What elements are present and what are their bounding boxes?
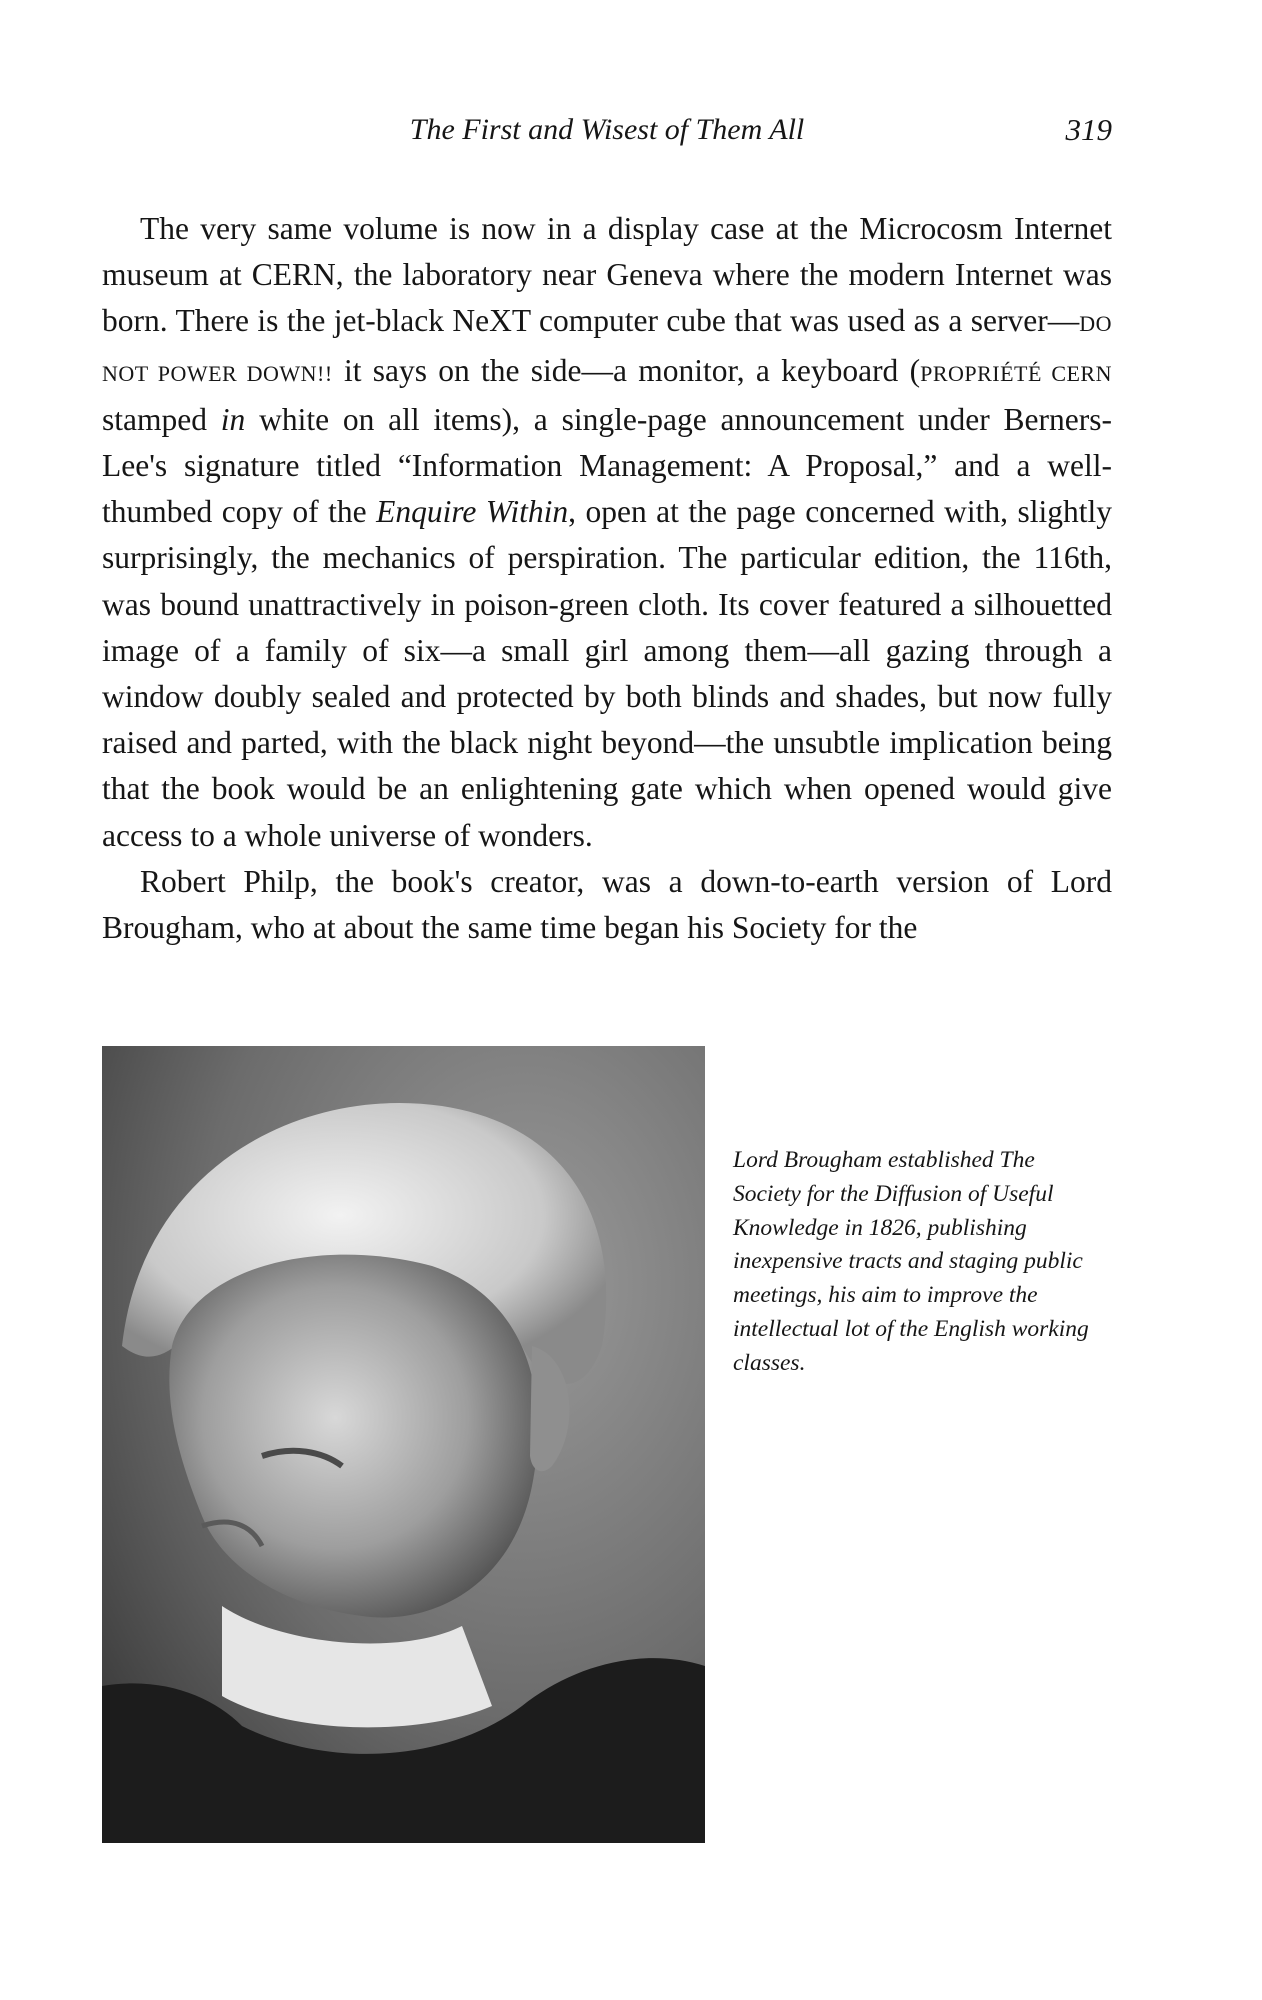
paragraph-1-part-c: stamped [102, 401, 221, 437]
paragraph-1 [102, 206, 1112, 859]
paragraph-1-part-a: The very same volume is now in a display case at the Microcosm Internet museum at CERN, the laboratory near Geneva where the modern Internet was born. There is the jet-black NeXT computer cube that was used as a server— [102, 211, 1112, 339]
page-number: 319 [1065, 112, 1112, 147]
paragraph-1-part-b: it says on the side—a monitor, a keyboard ( [332, 352, 921, 388]
small-caps-propriete-cern: PROPRIÉTÉ CERN [920, 360, 1112, 386]
book-title-enquire-within: Enquire Within [376, 494, 569, 530]
small-caps-do-not-power-down: DO NOT POWER DOWN!! [102, 311, 1112, 386]
paragraph-2: Robert Philp, the book's creator, was a down-to-earth version of Lord Brougham, who at about the same time began his Society for the [102, 863, 1112, 946]
photo-caption: Lord Brougham established The Society for the Diffusion of Useful Knowledge in 1826, publishing inexpensive tracts and staging public meetings, his aim to improve the intellectual lot of the English working classes. [733, 1147, 1089, 1376]
italic-in: in [220, 401, 246, 437]
portrait-photo [102, 1046, 705, 1843]
body-text [102, 206, 1112, 951]
paragraph-1-part-e: , open at the page concerned with, slightly surprisingly, the mechanics of perspiration. The particular edition, the 116th, was bound unattractively in poison-green cloth. Its cover featured a silhouetted image of a family of six—a small girl among them—all gazing through a window doubly sealed and protected by both blinds and shades, but now fully raised and parted, with the black night beyond—the unsubtle implication being that the book would be an enlightening gate which when opened would give access to a whole universe of wonders. [102, 494, 1112, 853]
page-header [102, 108, 1112, 152]
portrait-illustration [102, 1046, 705, 1843]
running-title: The First and Wisest of Them All [409, 113, 805, 146]
paragraph-1-part-d: white on all items), a single-page announcement under Berners-Lee's signature titled “Information Management: A Proposal,” and a well-thumbed copy of the [102, 401, 1112, 530]
